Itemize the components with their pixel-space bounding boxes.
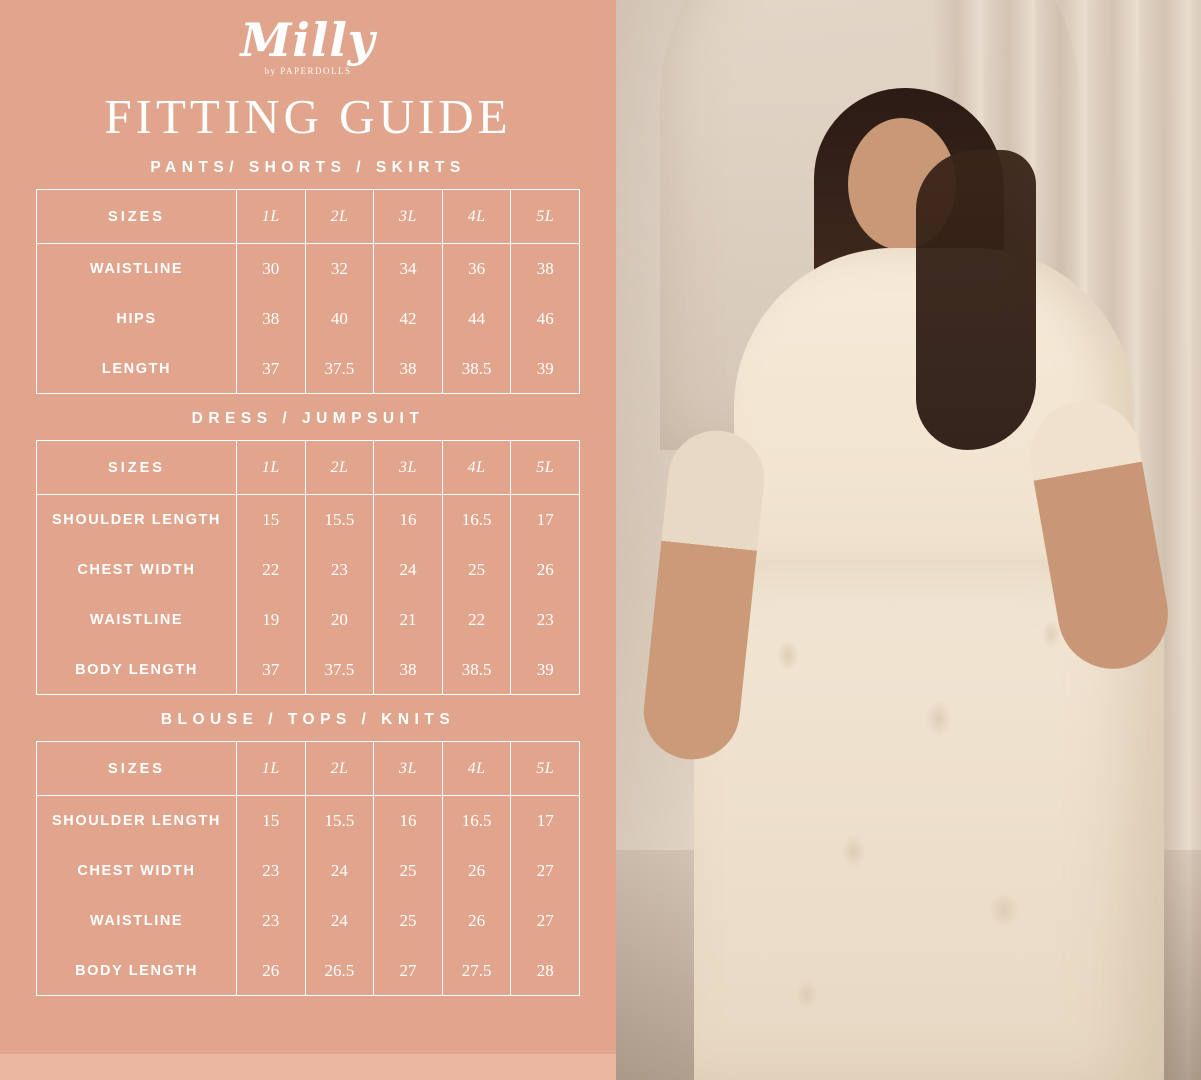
size-table-blouse [36, 741, 580, 996]
table-header-row [37, 190, 580, 244]
table-row [37, 595, 580, 645]
cell-value: 15 [237, 796, 306, 846]
bottom-strip [0, 1054, 616, 1080]
cell-value: 32 [305, 244, 374, 294]
table-row [37, 244, 580, 294]
cell-value: 38.5 [442, 344, 511, 394]
row-label: CHEST WIDTH [37, 545, 237, 595]
cell-value: 37 [237, 344, 306, 394]
cell-value: 27 [511, 846, 580, 896]
column-header-2l: 2L [305, 742, 374, 796]
column-header-2l: 2L [305, 441, 374, 495]
column-header-3l: 3L [374, 190, 443, 244]
size-table-pants [36, 189, 580, 394]
cell-value: 24 [305, 896, 374, 946]
column-header-5l: 5L [511, 441, 580, 495]
table-wrap-dress [0, 440, 616, 695]
column-header-5l: 5L [511, 190, 580, 244]
cell-value: 17 [511, 796, 580, 846]
table-row [37, 846, 580, 896]
table-wrap-pants [0, 189, 616, 394]
cell-value: 37 [237, 645, 306, 695]
table-row [37, 344, 580, 394]
table-row [37, 294, 580, 344]
column-header-1l: 1L [237, 190, 306, 244]
row-label: SHOULDER LENGTH [37, 796, 237, 846]
model-photo [616, 0, 1201, 1080]
table-row [37, 896, 580, 946]
cell-value: 20 [305, 595, 374, 645]
cell-value: 16.5 [442, 796, 511, 846]
cell-value: 26 [511, 545, 580, 595]
cell-value: 37.5 [305, 645, 374, 695]
cell-value: 26 [237, 946, 306, 996]
cell-value: 24 [374, 545, 443, 595]
table-row [37, 545, 580, 595]
cell-value: 36 [442, 244, 511, 294]
cell-value: 16 [374, 495, 443, 545]
row-label: WAISTLINE [37, 244, 237, 294]
photo-background [616, 0, 1201, 1080]
brand-byline: by PAPERDOLLS [264, 66, 352, 77]
row-label: CHEST WIDTH [37, 846, 237, 896]
column-header-4l: 4L [442, 190, 511, 244]
table-wrap-blouse [0, 741, 616, 996]
cell-value: 25 [442, 545, 511, 595]
cell-value: 44 [442, 294, 511, 344]
section-title-blouse: BLOUSE / TOPS / KNITS [160, 711, 456, 729]
column-header-sizes: SIZES [37, 742, 237, 796]
cell-value: 16 [374, 796, 443, 846]
cell-value: 19 [237, 595, 306, 645]
cell-value: 28 [511, 946, 580, 996]
column-header-3l: 3L [374, 742, 443, 796]
section-title-pants: PANTS/ SHORTS / SKIRTS [150, 159, 466, 177]
cell-value: 38 [374, 645, 443, 695]
column-header-5l: 5L [511, 742, 580, 796]
row-label: SHOULDER LENGTH [37, 495, 237, 545]
brand-name: Milly [240, 13, 376, 67]
cell-value: 15.5 [305, 796, 374, 846]
cell-value: 27.5 [442, 946, 511, 996]
cell-value: 30 [237, 244, 306, 294]
cell-value: 23 [237, 896, 306, 946]
table-header-row [37, 742, 580, 796]
cell-value: 15.5 [305, 495, 374, 545]
cell-value: 21 [374, 595, 443, 645]
table-row [37, 645, 580, 695]
column-header-4l: 4L [442, 742, 511, 796]
cell-value: 38 [374, 344, 443, 394]
brand-logo [0, 0, 616, 76]
column-header-1l: 1L [237, 441, 306, 495]
column-header-2l: 2L [305, 190, 374, 244]
cell-value: 23 [305, 545, 374, 595]
row-label: HIPS [37, 294, 237, 344]
table-header-row [37, 441, 580, 495]
cell-value: 15 [237, 495, 306, 545]
column-header-3l: 3L [374, 441, 443, 495]
column-header-sizes: SIZES [37, 190, 237, 244]
cell-value: 23 [237, 846, 306, 896]
size-table-dress [36, 440, 580, 695]
row-label: BODY LENGTH [37, 946, 237, 996]
cell-value: 37.5 [305, 344, 374, 394]
row-label: WAISTLINE [37, 595, 237, 645]
row-label: LENGTH [37, 344, 237, 394]
cell-value: 26 [442, 846, 511, 896]
cell-value: 26 [442, 896, 511, 946]
cell-value: 22 [237, 545, 306, 595]
hair-strand-shape [916, 150, 1036, 450]
section-title-dress: DRESS / JUMPSUIT [191, 410, 425, 428]
cell-value: 23 [511, 595, 580, 645]
cell-value: 46 [511, 294, 580, 344]
cell-value: 26.5 [305, 946, 374, 996]
cell-value: 27 [511, 896, 580, 946]
cell-value: 25 [374, 896, 443, 946]
cell-value: 25 [374, 846, 443, 896]
cell-value: 34 [374, 244, 443, 294]
cell-value: 38 [237, 294, 306, 344]
cell-value: 40 [305, 294, 374, 344]
cell-value: 38 [511, 244, 580, 294]
cell-value: 39 [511, 344, 580, 394]
cell-value: 42 [374, 294, 443, 344]
row-label: BODY LENGTH [37, 645, 237, 695]
cell-value: 17 [511, 495, 580, 545]
column-header-sizes: SIZES [37, 441, 237, 495]
row-label: WAISTLINE [37, 896, 237, 946]
cell-value: 38.5 [442, 645, 511, 695]
cell-value: 24 [305, 846, 374, 896]
cell-value: 27 [374, 946, 443, 996]
table-row [37, 946, 580, 996]
cell-value: 39 [511, 645, 580, 695]
cell-value: 22 [442, 595, 511, 645]
cell-value: 16.5 [442, 495, 511, 545]
model-figure [616, 0, 1201, 1080]
table-row [37, 495, 580, 545]
column-header-1l: 1L [237, 742, 306, 796]
page-title: FITTING GUIDE [104, 89, 512, 145]
table-row [37, 796, 580, 846]
column-header-4l: 4L [442, 441, 511, 495]
